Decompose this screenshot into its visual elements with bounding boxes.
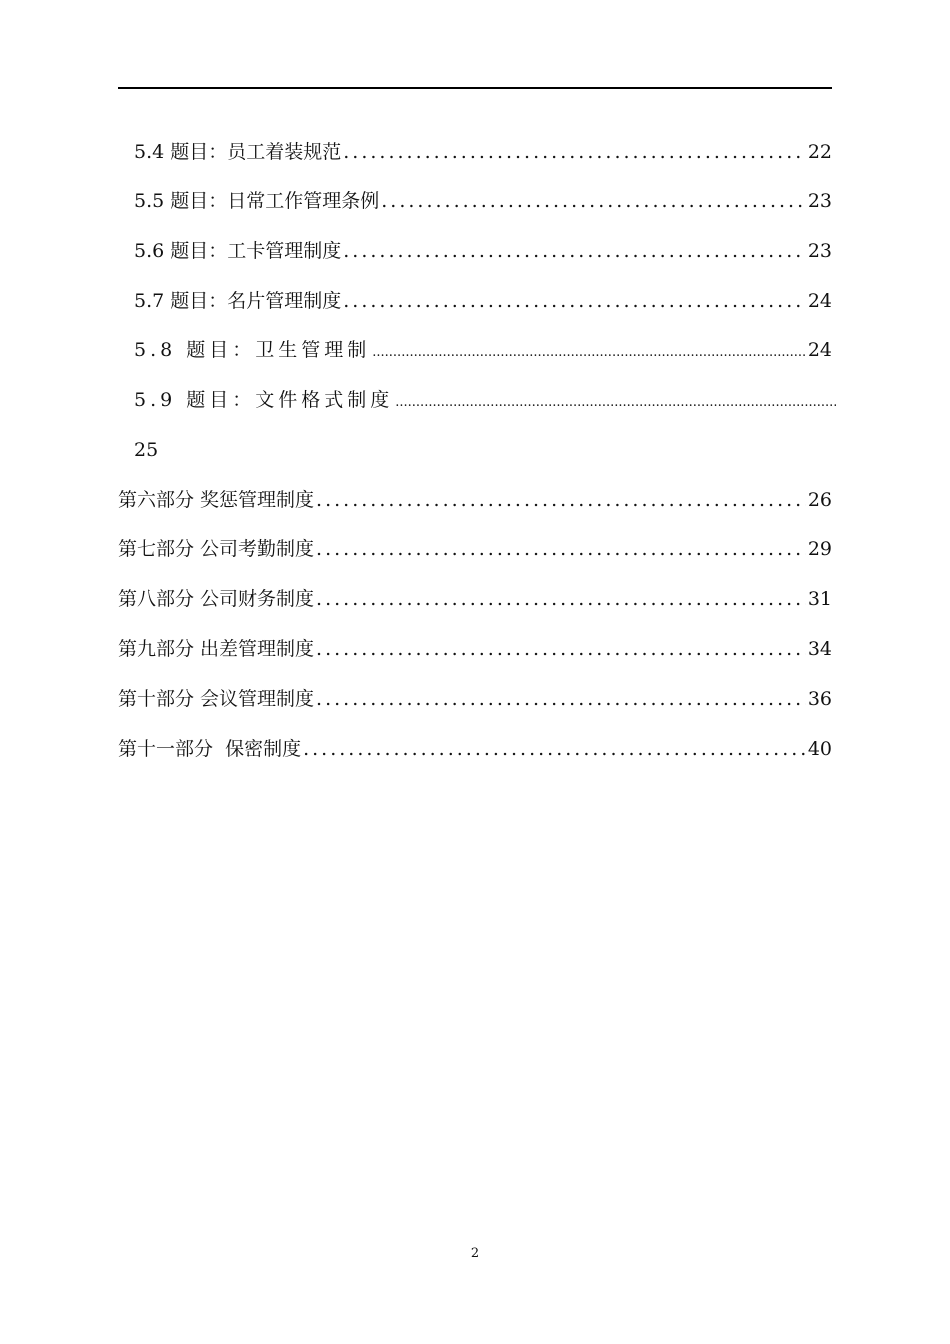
header-rule — [118, 87, 832, 89]
toc-entry-part-6[interactable] — [118, 485, 832, 515]
toc-entry-title: 第六部分 奖惩管理制度 — [118, 489, 315, 511]
toc-entry-title: 第八部分 公司财务制度 — [118, 588, 315, 610]
toc-entry-5-9[interactable] — [134, 385, 838, 415]
toc-entry-title: 5.5 题目：日常工作管理条例 — [134, 190, 380, 212]
dot-leader — [303, 734, 806, 764]
toc-entry-part-11[interactable] — [118, 734, 832, 764]
dot-leader — [316, 485, 806, 515]
toc-entry-part-8[interactable] — [118, 584, 832, 614]
toc-entry-title: 5.8 题目：卫生管理制 — [134, 339, 371, 361]
toc-entry-part-9[interactable] — [118, 634, 832, 664]
toc-entry-title: 第十部分 会议管理制度 — [118, 688, 315, 710]
toc-entry-page: 34 — [807, 638, 832, 660]
toc-entry-page: 31 — [807, 588, 832, 610]
toc-entry-page: 40 — [807, 738, 832, 760]
dot-leader — [343, 286, 806, 316]
dot-leader — [381, 186, 806, 216]
toc-entry-title: 5.6 题目：工卡管理制度 — [134, 240, 342, 262]
page-number: 2 — [470, 1246, 480, 1261]
toc-entry-page: 22 — [807, 141, 832, 163]
toc-entry-part-7[interactable] — [118, 534, 832, 564]
toc-entry-5-8[interactable] — [134, 335, 832, 365]
toc-entry-title: 第九部分 出差管理制度 — [118, 638, 315, 660]
toc-entry-5-4[interactable] — [134, 137, 832, 167]
toc-entry-page: 24 — [807, 339, 832, 361]
toc-entry-title: 第七部分 公司考勤制度 — [118, 538, 315, 560]
toc-entry-title: 5.9 题目：文件格式制度 — [134, 389, 394, 411]
toc-entry-5-5[interactable] — [134, 186, 832, 216]
toc-entry-title: 5.7 题目：名片管理制度 — [134, 290, 342, 312]
dot-leader — [343, 137, 806, 167]
dot-leader — [316, 584, 806, 614]
dot-leader — [343, 236, 806, 266]
toc-entry-5-6[interactable] — [134, 236, 832, 266]
dot-leader — [316, 534, 806, 564]
toc-entry-page: 26 — [807, 489, 832, 511]
dot-leader — [316, 634, 806, 664]
toc-entry-page: 23 — [807, 240, 832, 262]
toc-entry-title: 第十一部分 保密制度 — [118, 738, 302, 760]
toc-entry-page-wrapped: 25 — [134, 439, 159, 461]
dot-leader — [372, 338, 806, 368]
toc-entry-page: 36 — [807, 688, 832, 710]
toc-entry-part-10[interactable] — [118, 684, 832, 714]
toc-entry-page: 23 — [807, 190, 832, 212]
dot-leader — [395, 388, 836, 418]
toc-entry-5-7[interactable] — [134, 286, 832, 316]
toc-entry-page: 24 — [807, 290, 832, 312]
toc-entry-title: 5.4 题目：员工着装规范 — [134, 141, 342, 163]
toc-entry-page: 29 — [807, 538, 832, 560]
dot-leader — [316, 684, 806, 714]
